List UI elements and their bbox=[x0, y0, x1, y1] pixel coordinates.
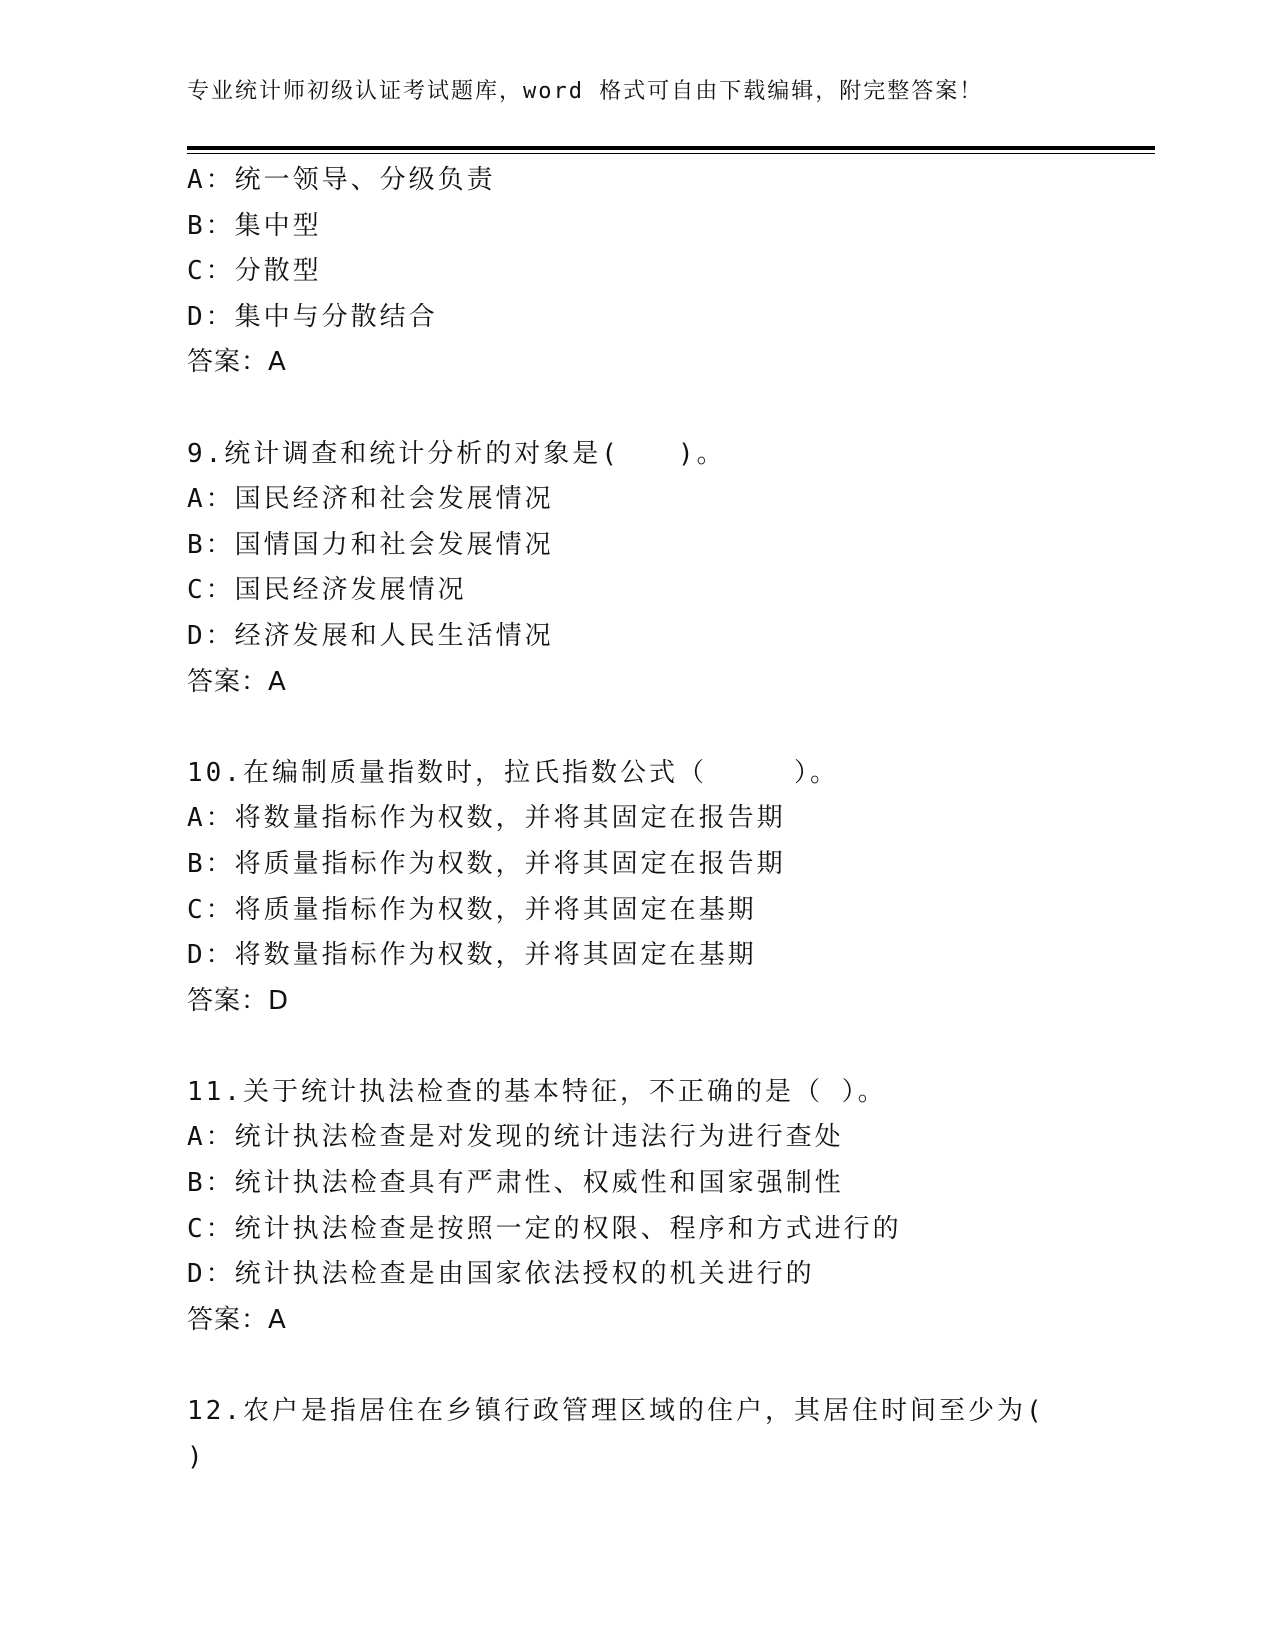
option-c: C：分散型 bbox=[187, 256, 322, 287]
question-block-8 bbox=[187, 158, 1155, 386]
option-a: A：统计执法检查是对发现的统计违法行为进行查处 bbox=[187, 1122, 844, 1153]
option-d: D：将数量指标作为权数，并将其固定在基期 bbox=[187, 940, 757, 971]
option-b: B：将质量指标作为权数，并将其固定在报告期 bbox=[187, 848, 786, 879]
spacer bbox=[187, 705, 1155, 751]
question-stem: 9.统计调查和统计分析的对象是( )。 bbox=[187, 438, 726, 469]
option-a: A：国民经济和社会发展情况 bbox=[187, 484, 554, 515]
question-stem: 10.在编制质量指数时，拉氏指数公式（ ）。 bbox=[187, 757, 839, 788]
option-b: B：国情国力和社会发展情况 bbox=[187, 529, 554, 560]
answer-line: 答案：D bbox=[187, 985, 290, 1016]
question-block-12 bbox=[187, 1389, 1155, 1480]
spacer bbox=[187, 386, 1155, 432]
option-d: D：集中与分散结合 bbox=[187, 301, 438, 332]
question-stem-continued: ) bbox=[187, 1441, 206, 1472]
question-stem: 12.农户是指居住在乡镇行政管理区域的住户，其居住时间至少为( bbox=[187, 1396, 1045, 1427]
question-stem: 11.关于统计执法检查的基本特征，不正确的是（ ）。 bbox=[187, 1076, 887, 1107]
question-block-10 bbox=[187, 751, 1155, 1025]
header-divider-thin bbox=[187, 153, 1155, 154]
option-a: A：将数量指标作为权数，并将其固定在报告期 bbox=[187, 803, 786, 834]
option-c: C：国民经济发展情况 bbox=[187, 575, 467, 606]
option-a: A：统一领导、分级负责 bbox=[187, 165, 496, 195]
option-c: C：将质量指标作为权数，并将其固定在基期 bbox=[187, 894, 757, 925]
option-b: B：统计执法检查具有严肃性、权威性和国家强制性 bbox=[187, 1168, 844, 1199]
option-d: D：统计执法检查是由国家依法授权的机关进行的 bbox=[187, 1259, 815, 1290]
option-c: C：统计执法检查是按照一定的权限、程序和方式进行的 bbox=[187, 1213, 902, 1244]
question-block-11 bbox=[187, 1070, 1155, 1344]
answer-line: 答案：A bbox=[187, 347, 287, 378]
answer-line: 答案：A bbox=[187, 666, 287, 697]
header-divider-thick bbox=[187, 146, 1155, 150]
option-d: D：经济发展和人民生活情况 bbox=[187, 620, 554, 651]
spacer bbox=[187, 1343, 1155, 1389]
question-block-9 bbox=[187, 432, 1155, 706]
page-header: 专业统计师初级认证考试题库，word 格式可自由下载编辑，附完整答案！ bbox=[187, 79, 984, 104]
option-b: B：集中型 bbox=[187, 210, 322, 241]
spacer bbox=[187, 1024, 1155, 1070]
question-list bbox=[187, 158, 1155, 1480]
answer-line: 答案：A bbox=[187, 1304, 287, 1335]
